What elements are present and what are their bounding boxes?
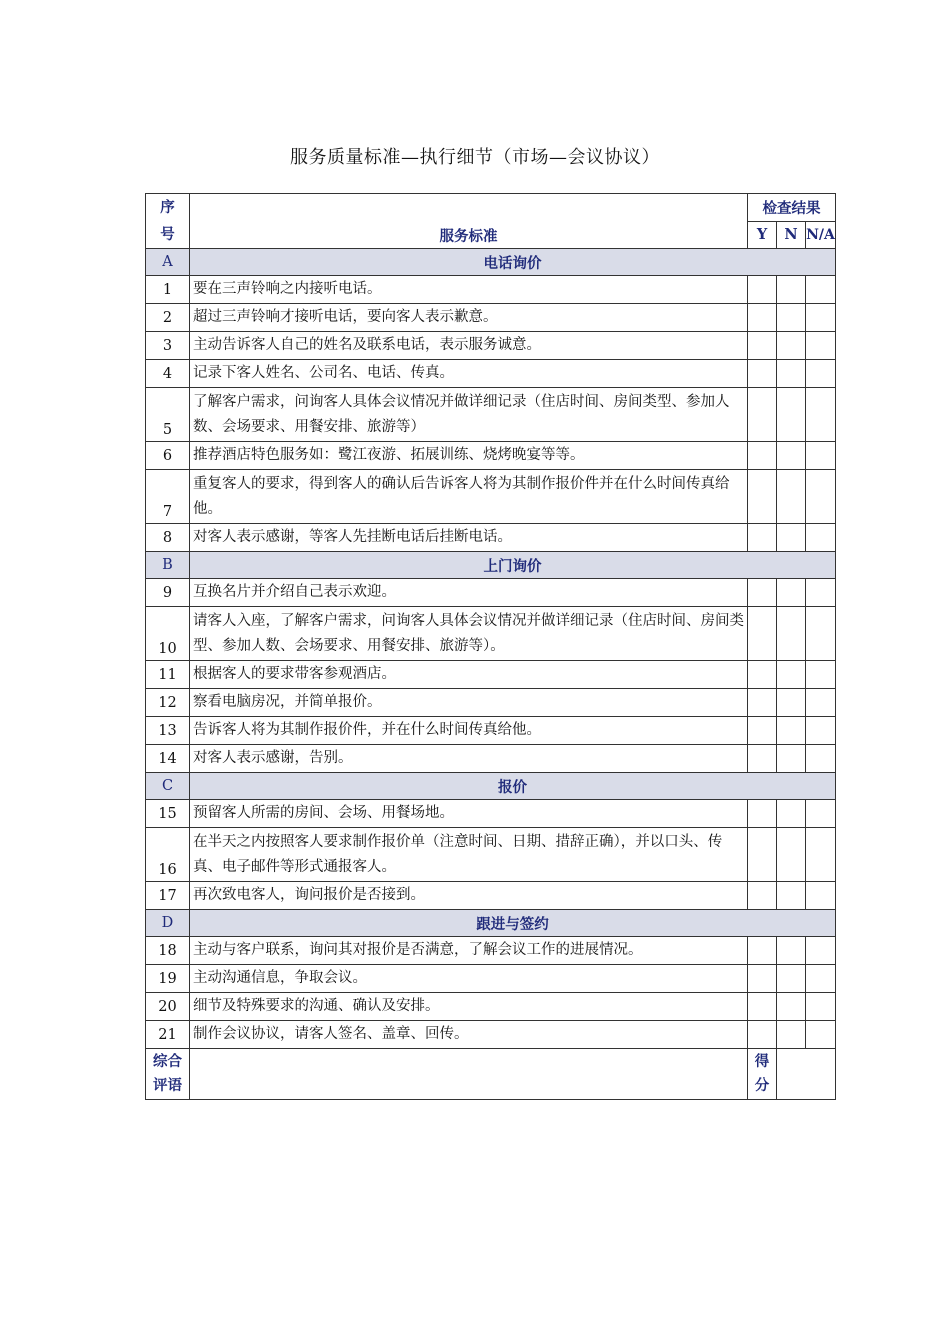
row-number: 13 — [146, 717, 190, 745]
table-row — [146, 661, 836, 689]
row-standard-text: 对客人表示感谢，等客人先挂断电话后挂断电话。 — [190, 524, 748, 552]
header-na: N/A — [806, 221, 836, 249]
check-n-cell[interactable] — [777, 745, 806, 773]
check-y-cell[interactable] — [748, 882, 777, 910]
score-field[interactable] — [777, 1049, 836, 1100]
section-code: D — [146, 910, 190, 937]
check-na-cell[interactable] — [806, 993, 836, 1021]
check-na-cell[interactable] — [806, 745, 836, 773]
check-n-cell[interactable] — [777, 661, 806, 689]
check-y-cell[interactable] — [748, 607, 777, 661]
table-row — [146, 1021, 836, 1049]
check-na-cell[interactable] — [806, 470, 836, 524]
row-standard-text: 根据客人的要求带客参观酒店。 — [190, 661, 748, 689]
header-check-result: 检查结果 — [748, 194, 836, 222]
row-number: 21 — [146, 1021, 190, 1049]
row-number: 18 — [146, 937, 190, 965]
score-label-cell — [748, 1049, 777, 1100]
check-na-cell[interactable] — [806, 276, 836, 304]
row-number: 5 — [146, 388, 190, 442]
check-y-cell[interactable] — [748, 442, 777, 470]
header-n: N — [777, 221, 806, 249]
check-na-cell[interactable] — [806, 607, 836, 661]
row-standard-text: 再次致电客人，询问报价是否接到。 — [190, 882, 748, 910]
table-row — [146, 828, 836, 882]
section-row — [146, 249, 836, 276]
check-na-cell[interactable] — [806, 965, 836, 993]
check-na-cell[interactable] — [806, 661, 836, 689]
row-number: 2 — [146, 304, 190, 332]
check-y-cell[interactable] — [748, 360, 777, 388]
header-seq — [146, 194, 190, 249]
check-y-cell[interactable] — [748, 689, 777, 717]
row-standard-text: 要在三声铃响之内接听电话。 — [190, 276, 748, 304]
footer-row — [146, 1049, 836, 1100]
row-number: 19 — [146, 965, 190, 993]
header-y: Y — [748, 221, 777, 249]
row-number: 11 — [146, 661, 190, 689]
check-y-cell[interactable] — [748, 332, 777, 360]
row-standard-text: 互换名片并介绍自己表示欢迎。 — [190, 579, 748, 607]
row-number: 20 — [146, 993, 190, 1021]
row-standard-text: 对客人表示感谢，告别。 — [190, 745, 748, 773]
comment-field[interactable] — [190, 1049, 748, 1100]
row-number: 16 — [146, 828, 190, 882]
check-n-cell[interactable] — [777, 689, 806, 717]
section-name: 上门询价 — [190, 552, 836, 579]
table-row — [146, 470, 836, 524]
check-na-cell[interactable] — [806, 388, 836, 442]
check-n-cell[interactable] — [777, 332, 806, 360]
row-standard-text: 主动告诉客人自己的姓名及联系电话，表示服务诚意。 — [190, 332, 748, 360]
check-na-cell[interactable] — [806, 828, 836, 882]
row-number: 6 — [146, 442, 190, 470]
check-y-cell[interactable] — [748, 800, 777, 828]
check-na-cell[interactable] — [806, 442, 836, 470]
check-n-cell[interactable] — [777, 524, 806, 552]
check-na-cell[interactable] — [806, 1021, 836, 1049]
header-seq-label: 序号 — [160, 199, 175, 243]
check-na-cell[interactable] — [806, 800, 836, 828]
check-y-cell[interactable] — [748, 745, 777, 773]
row-standard-text: 细节及特殊要求的沟通、确认及安排。 — [190, 993, 748, 1021]
check-y-cell[interactable] — [748, 524, 777, 552]
section-code: C — [146, 773, 190, 800]
check-na-cell[interactable] — [806, 579, 836, 607]
check-y-cell[interactable] — [748, 1021, 777, 1049]
check-y-cell[interactable] — [748, 388, 777, 442]
check-n-cell[interactable] — [777, 304, 806, 332]
comment-label: 综合评语 — [153, 1053, 182, 1094]
check-n-cell[interactable] — [777, 360, 806, 388]
document-title: 服务质量标准—执行细节（市场—会议协议） — [290, 147, 660, 168]
table-row — [146, 276, 836, 304]
row-number: 9 — [146, 579, 190, 607]
row-standard-text: 告诉客人将为其制作报价件，并在什么时间传真给他。 — [190, 717, 748, 745]
check-na-cell[interactable] — [806, 717, 836, 745]
check-n-cell[interactable] — [777, 800, 806, 828]
table-row — [146, 937, 836, 965]
row-number: 7 — [146, 470, 190, 524]
section-row — [146, 910, 836, 937]
row-number: 8 — [146, 524, 190, 552]
row-number: 4 — [146, 360, 190, 388]
check-y-cell[interactable] — [748, 304, 777, 332]
table-row — [146, 332, 836, 360]
check-y-cell[interactable] — [748, 993, 777, 1021]
table-row — [146, 388, 836, 442]
row-standard-text: 重复客人的要求，得到客人的确认后告诉客人将为其制作报价件并在什么时间传真给他。 — [190, 470, 748, 524]
row-standard-text: 制作会议协议，请客人签名、盖章、回传。 — [190, 1021, 748, 1049]
row-number: 15 — [146, 800, 190, 828]
check-n-cell[interactable] — [777, 579, 806, 607]
row-standard-text: 预留客人所需的房间、会场、用餐场地。 — [190, 800, 748, 828]
row-number: 14 — [146, 745, 190, 773]
row-standard-text: 推荐酒店特色服务如：鹭江夜游、拓展训练、烧烤晚宴等等。 — [190, 442, 748, 470]
table-row — [146, 993, 836, 1021]
check-y-cell[interactable] — [748, 717, 777, 745]
check-n-cell[interactable] — [777, 470, 806, 524]
check-n-cell[interactable] — [777, 882, 806, 910]
section-code: B — [146, 552, 190, 579]
table-row — [146, 304, 836, 332]
check-y-cell[interactable] — [748, 965, 777, 993]
table-row — [146, 882, 836, 910]
row-number: 3 — [146, 332, 190, 360]
check-n-cell[interactable] — [777, 276, 806, 304]
check-na-cell[interactable] — [806, 360, 836, 388]
section-name: 报价 — [190, 773, 836, 800]
row-standard-text: 请客人入座，了解客户需求，问询客人具体会议情况并做详细记录（住店时间、房间类型、参加人数、会场要求、用餐安排、旅游等）。 — [190, 607, 748, 661]
row-standard-text: 主动与客户联系，询问其对报价是否满意，了解会议工作的进展情况。 — [190, 937, 748, 965]
check-na-cell[interactable] — [806, 524, 836, 552]
section-row — [146, 773, 836, 800]
score-label: 得分 — [754, 1053, 770, 1094]
check-n-cell[interactable] — [777, 717, 806, 745]
check-n-cell[interactable] — [777, 1021, 806, 1049]
table-row — [146, 689, 836, 717]
check-na-cell[interactable] — [806, 332, 836, 360]
check-na-cell[interactable] — [806, 937, 836, 965]
row-standard-text: 记录下客人姓名、公司名、电话、传真。 — [190, 360, 748, 388]
check-n-cell[interactable] — [777, 607, 806, 661]
check-y-cell[interactable] — [748, 828, 777, 882]
check-y-cell[interactable] — [748, 276, 777, 304]
row-standard-text: 察看电脑房况，并简单报价。 — [190, 689, 748, 717]
check-y-cell[interactable] — [748, 470, 777, 524]
check-n-cell[interactable] — [777, 828, 806, 882]
section-name: 电话询价 — [190, 249, 836, 276]
check-n-cell[interactable] — [777, 442, 806, 470]
table-row — [146, 442, 836, 470]
row-number: 12 — [146, 689, 190, 717]
table-row — [146, 360, 836, 388]
row-standard-text: 了解客户需求，问询客人具体会议情况并做详细记录（住店时间、房间类型、参加人数、会场要求、用餐安排、旅游等） — [190, 388, 748, 442]
table-row — [146, 524, 836, 552]
table-row — [146, 965, 836, 993]
header-standard — [190, 194, 748, 249]
check-na-cell[interactable] — [806, 304, 836, 332]
table-row — [146, 800, 836, 828]
row-standard-text: 主动沟通信息，争取会议。 — [190, 965, 748, 993]
row-number: 17 — [146, 882, 190, 910]
section-name: 跟进与签约 — [190, 910, 836, 937]
table-row — [146, 717, 836, 745]
checklist-table — [145, 193, 836, 1100]
header-standard-label: 服务标准 — [439, 228, 498, 245]
check-y-cell[interactable] — [748, 937, 777, 965]
table-row — [146, 745, 836, 773]
check-y-cell[interactable] — [748, 661, 777, 689]
table-row — [146, 607, 836, 661]
row-number: 1 — [146, 276, 190, 304]
check-na-cell[interactable] — [806, 689, 836, 717]
section-code: A — [146, 249, 190, 276]
check-na-cell[interactable] — [806, 882, 836, 910]
comment-label-cell — [146, 1049, 190, 1100]
section-row — [146, 552, 836, 579]
check-n-cell[interactable] — [777, 937, 806, 965]
check-n-cell[interactable] — [777, 388, 806, 442]
check-n-cell[interactable] — [777, 965, 806, 993]
row-number: 10 — [146, 607, 190, 661]
row-standard-text: 在半天之内按照客人要求制作报价单（注意时间、日期、措辞正确），并以口头、传真、电子邮件等形式通报客人。 — [190, 828, 748, 882]
row-standard-text: 超过三声铃响才接听电话，要向客人表示歉意。 — [190, 304, 748, 332]
check-n-cell[interactable] — [777, 993, 806, 1021]
table-row — [146, 579, 836, 607]
check-y-cell[interactable] — [748, 579, 777, 607]
